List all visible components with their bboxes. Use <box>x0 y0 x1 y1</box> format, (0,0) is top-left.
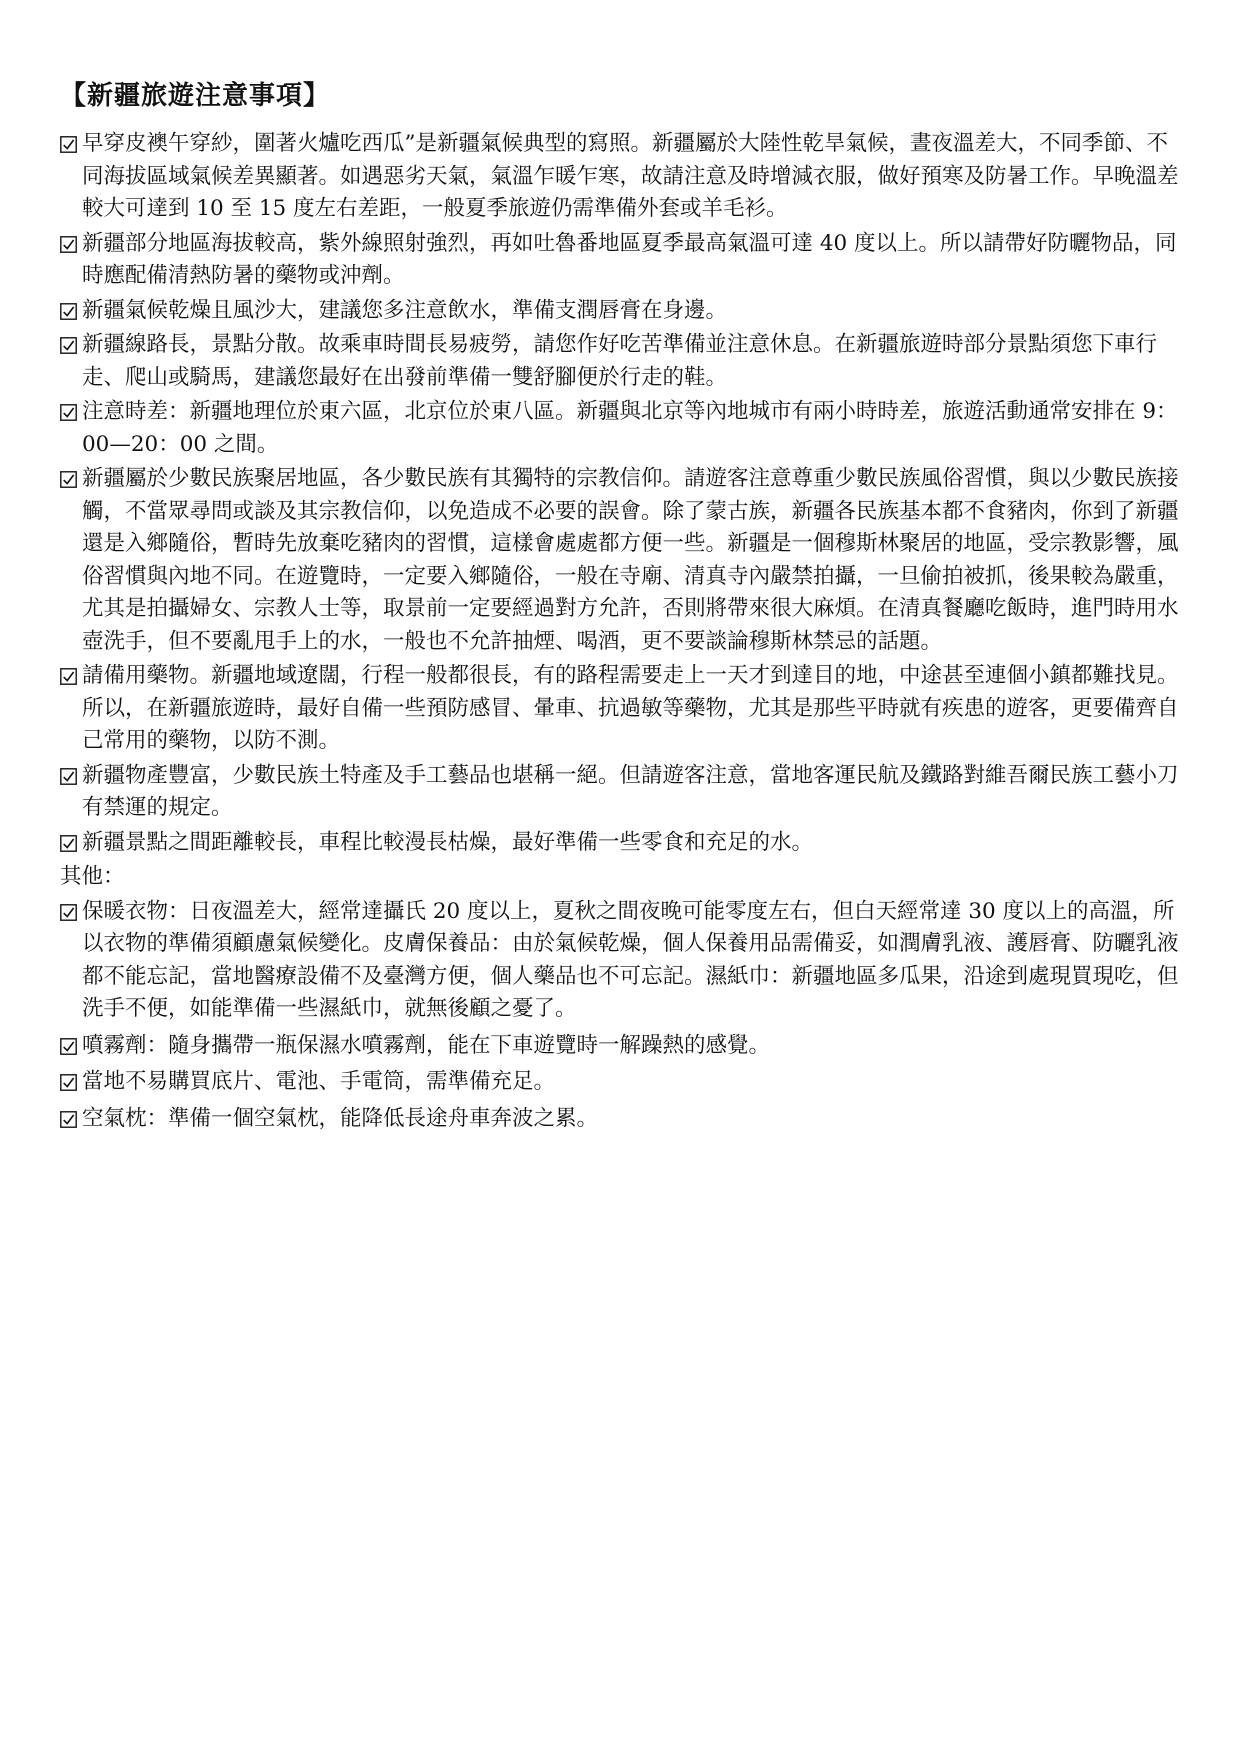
list-item <box>60 128 1182 226</box>
list-item-text: 請備用藥物。新疆地域遼闊，行程一般都很長，有的路程需要走上一天才到達目的地，中途甚至連個小鎮都難找見。所以，在新疆旅遊時，最好自備一些預防感冒、暈車、抗過敏等藥物，尤其是那些平時就有疾患的遊客，更要備齊自己常用的藥物，以防不測。 <box>82 663 1179 753</box>
checkbox-checked-icon <box>60 1066 82 1099</box>
list-item <box>60 896 1182 1026</box>
list-item <box>60 295 1182 328</box>
checklist-other <box>60 896 1182 1136</box>
list-item <box>60 660 1182 758</box>
checkbox-checked-icon <box>60 1030 82 1063</box>
checkbox-checked-icon <box>60 827 82 860</box>
checkbox-checked-icon <box>60 329 82 362</box>
list-item <box>60 463 1182 658</box>
checkbox-checked-icon <box>60 128 82 161</box>
list-item <box>60 1066 1182 1099</box>
list-item-text: 新疆屬於少數民族聚居地區，各少數民族有其獨特的宗教信仰。請遊客注意尊重少數民族風俗習慣，與以少數民族接觸，不當眾尋問或談及其宗教信仰，以免造成不必要的誤會。除了蒙古族，新疆各民族基本都不食豬肉，你到了新疆還是入鄉隨俗，暫時先放棄吃豬肉的習慣，這樣會處處都方便一些。新疆是一個穆斯林聚居的地區，受宗教影響，風俗習慣與內地不同。在遊覽時，一定要入鄉隨俗，一般在寺廟、清真寺內嚴禁拍攝，一旦偷拍被抓，後果較為嚴重，尤其是拍攝婦女、宗教人士等，取景前一定要經過對方允許，否則將帶來很大麻煩。在清真餐廳吃飯時，進門時用水壺洗手，但不要亂甩手上的水，一般也不允許抽煙、喝酒，更不要談論穆斯林禁忌的話題。 <box>82 466 1179 654</box>
list-item-text: 早穿皮襖午穿紗，圍著火爐吃西瓜”是新疆氣候典型的寫照。新疆屬於大陸性乾旱氣候，晝夜溫差大，不同季節、不同海拔區域氣候差異顯著。如遇惡劣天氣，氣溫乍暖乍寒，故請注意及時增減衣服，做好預寒及防暑工作。早晚溫差較大可達到 10 至 15 度左右差距，一般夏季旅遊仍需準備外套或羊毛衫。 <box>82 131 1179 221</box>
list-item <box>60 396 1182 461</box>
checkbox-checked-icon <box>60 396 82 429</box>
checkbox-checked-icon <box>60 295 82 328</box>
checkbox-checked-icon <box>60 1103 82 1136</box>
list-item-text: 保暖衣物：日夜溫差大，經常達攝氏 20 度以上，夏秋之間夜晚可能零度左右，但白天經常達 30 度以上的高溫，所以衣物的準備須顧慮氣候變化。皮膚保養品：由於氣候乾燥，個人保養用品需備妥，如潤膚乳液、護唇膏、防曬乳液都不能忘記，當地醫療設備不及臺灣方便，個人藥品也不可忘記。濕紙巾：新疆地區多瓜果，沿途到處現買現吃，但洗手不便，如能準備一些濕紙巾，就無後顧之憂了。 <box>82 898 1179 1021</box>
page-title: 【新疆旅遊注意事項】 <box>60 81 331 111</box>
list-item-text: 新疆線路長，景點分散。故乘車時間長易疲勞，請您作好吃苦準備並注意休息。在新疆旅遊時部分景點須您下車行走、爬山或騎馬，建議您最好在出發前準備一雙舒腳便於行走的鞋。 <box>82 332 1158 390</box>
list-item-text: 當地不易購買底片、電池、手電筒，需準備充足。 <box>82 1069 556 1094</box>
list-item <box>60 1103 1182 1136</box>
list-item-text: 空氣枕：準備一個空氣枕，能降低長途舟車奔波之累。 <box>82 1105 599 1131</box>
list-item-text: 新疆景點之間距離較長，車程比較漫長枯燥，最好準備一些零食和充足的水。 <box>82 829 814 855</box>
checkbox-checked-icon <box>60 463 82 496</box>
checkbox-checked-icon <box>60 228 82 261</box>
list-item-text: 新疆氣候乾燥且風沙大，建議您多注意飲水，準備支潤唇膏在身邊。 <box>82 297 728 323</box>
checkbox-checked-icon <box>60 896 82 929</box>
checklist-main <box>60 128 1182 859</box>
list-item-text: 噴霧劑：隨身攜帶一瓶保濕水噴霧劑，能在下車遊覽時一解躁熱的感覺。 <box>82 1032 771 1058</box>
list-item-text: 注意時差：新疆地理位於東六區，北京位於東八區。新疆與北京等內地城市有兩小時時差，旅遊活動通常安排在 9：00—20：00 之間。 <box>82 399 1178 457</box>
list-item <box>60 228 1182 293</box>
document-page <box>60 78 1182 1137</box>
checkbox-checked-icon <box>60 760 82 793</box>
list-item-text: 新疆物產豐富，少數民族土特產及手工藝品也堪稱一絕。但請遊客注意，當地客運民航及鐵路對維吾爾民族工藝小刀有禁運的規定。 <box>82 762 1179 820</box>
list-item <box>60 1030 1182 1063</box>
list-item <box>60 760 1182 825</box>
other-label: 其他： <box>60 864 125 889</box>
checkbox-checked-icon <box>60 660 82 693</box>
list-item <box>60 827 1182 860</box>
list-item-text: 新疆部分地區海拔較高，紫外線照射強烈，再如吐魯番地區夏季最高氣溫可達 40 度以上。所以請帶好防曬物品，同時應配備清熱防暑的藥物或沖劑。 <box>82 230 1177 288</box>
list-item <box>60 329 1182 394</box>
